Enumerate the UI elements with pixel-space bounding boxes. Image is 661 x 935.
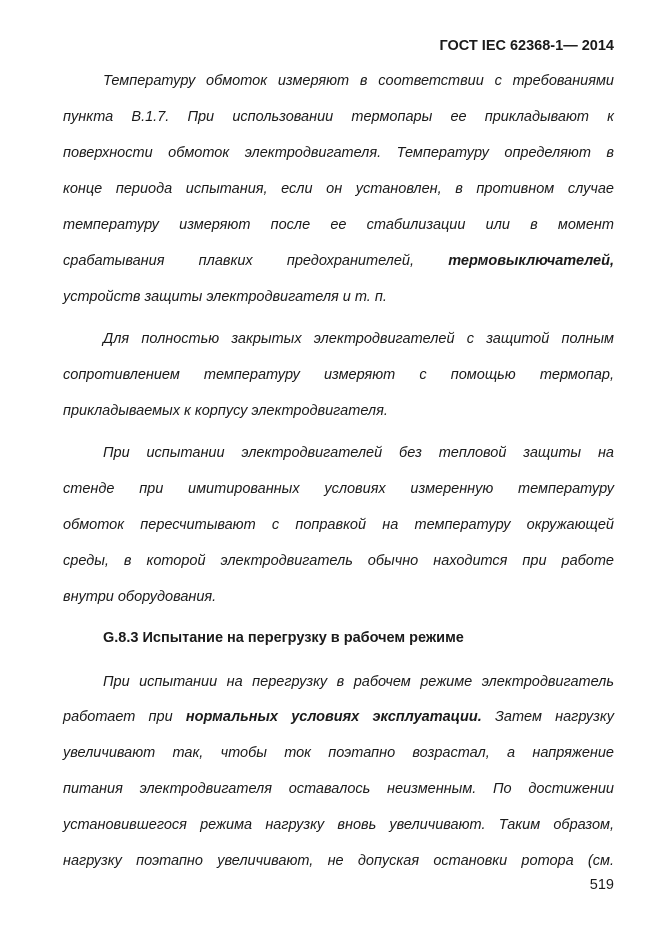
text-line: пункта В.1.7. При использовании термопары ее прикладывают к xyxy=(63,109,614,125)
text-line: При испытании электродвигателей без тепловой защиты на xyxy=(103,445,614,461)
text-line: обмоток пересчитывают с поправкой на температуру окружающей xyxy=(63,517,614,533)
text-line: стенде при имитированных условиях измеренную температуру xyxy=(63,481,614,497)
text-line: При испытании на перегрузку в рабочем режиме электродвигатель xyxy=(103,674,614,690)
text-line: Для полностью закрытых электродвигателей с защитой полным xyxy=(103,331,614,347)
text-line: температуру измеряют после ее стабилизации или в момент xyxy=(63,217,614,233)
text-line: прикладываемых к корпусу электродвигателя. xyxy=(63,403,388,419)
text-line: установившегося режима нагрузку вновь увеличивают. Таким образом, xyxy=(63,817,614,833)
text-span: срабатывания плавких предохранителей, xyxy=(63,253,414,269)
text-line: увеличивают так, чтобы ток поэтапно возрастал, а напряжение xyxy=(63,745,614,761)
bold-term: термовыключателей, xyxy=(448,253,614,269)
document-header: ГОСТ IEC 62368-1— 2014 xyxy=(439,38,614,54)
text-line: конце периода испытания, если он установлен, в противном случае xyxy=(63,181,614,197)
text-line: нагрузку поэтапно увеличивают, не допуская остановки ротора (см. xyxy=(63,853,614,869)
text-line xyxy=(63,708,614,726)
text-line: питания электродвигателя оставалось неизменным. По достижении xyxy=(63,781,614,797)
text-line xyxy=(63,252,614,270)
text-line: Температуру обмоток измеряют в соответствии с требованиями xyxy=(103,73,614,89)
text-line: устройств защиты электродвигателя и т. п. xyxy=(63,289,387,305)
text-span: Затем нагрузку xyxy=(495,709,614,725)
text-span: работает при xyxy=(63,709,173,725)
text-line: сопротивлением температуру измеряют с помощью термопар, xyxy=(63,367,614,383)
section-heading: G.8.3 Испытание на перегрузку в рабочем режиме xyxy=(103,630,464,646)
text-line: поверхности обмоток электродвигателя. Температуру определяют в xyxy=(63,145,614,161)
text-line: среды, в которой электродвигатель обычно находится при работе xyxy=(63,553,614,569)
bold-term: нормальных условиях эксплуатации. xyxy=(185,709,482,725)
page-number: 519 xyxy=(589,877,614,893)
text-line: внутри оборудования. xyxy=(63,589,217,605)
